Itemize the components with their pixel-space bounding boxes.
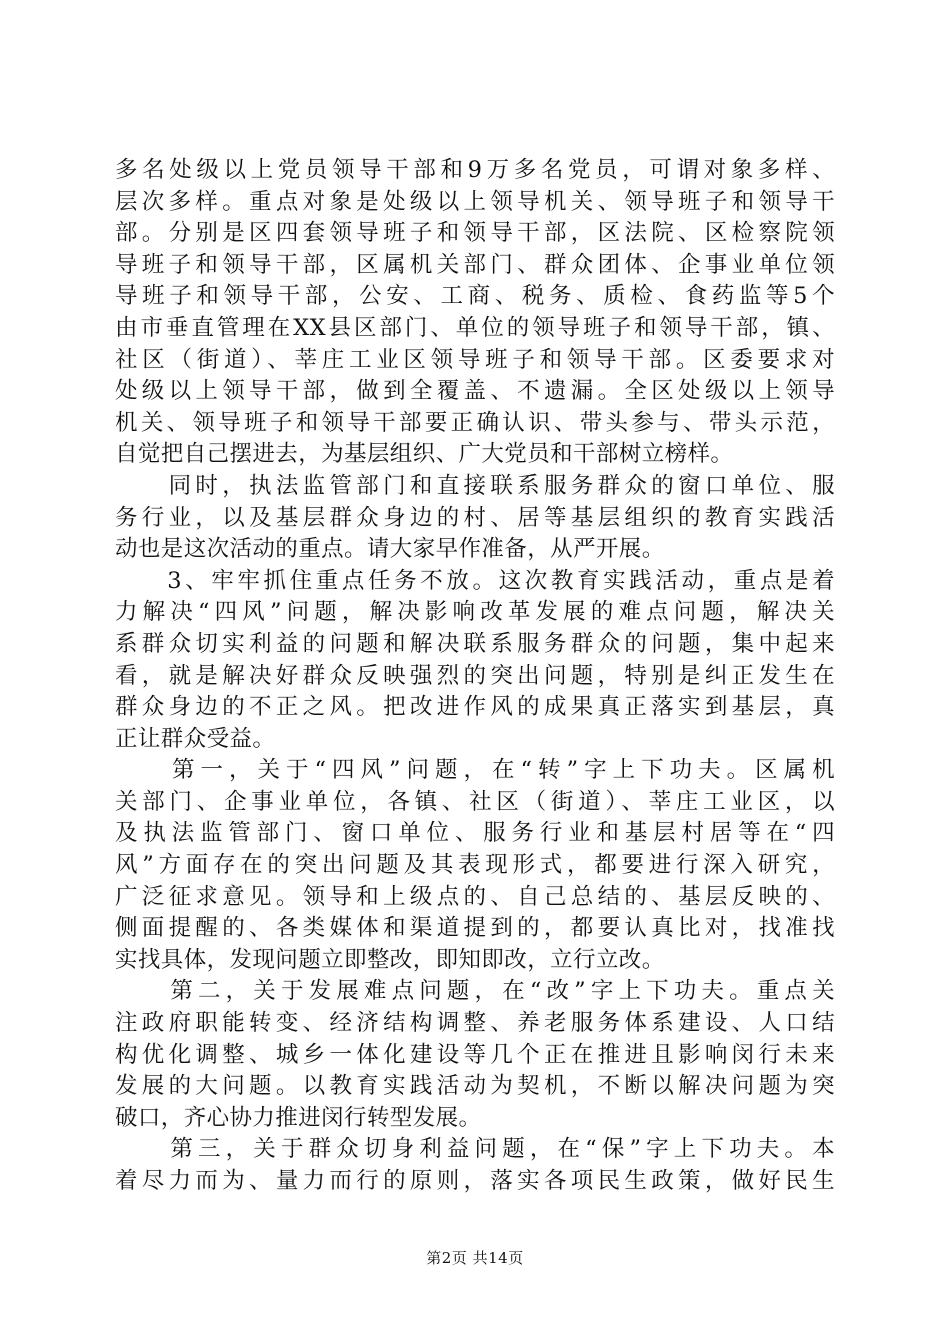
text-line: 关部门、企事业单位，各镇、社区（街道）、莘庄工业区，以 [115,788,835,815]
text-line: 第一，关于“四风”问题，在“转”字上下功夫。区属机 [115,757,835,784]
text-line: 自觉把自己摆进去，为基层组织、广大党员和干部树立榜样。 [115,441,734,468]
body-text [115,155,835,1198]
text-line: 风”方面存在的突出问题及其表现形式，都要进行深入研究， [115,852,835,879]
text-line: 发展的大问题。以教育实践活动为契机，不断以解决问题为突 [115,1073,835,1100]
text-line: 力解决“四风”问题，解决影响改革发展的难点问题，解决关 [115,599,835,626]
text-line: 破口，齐心协力推进闵行转型发展。 [115,1104,482,1131]
text-line: 导班子和领导干部，公安、工商、税务、质检、食药监等5个 [115,283,835,310]
text-line: 侧面提醒的、各类媒体和渠道提到的，都要认真比对，找准找 [115,915,835,942]
text-line: 着尽力而为、量力而行的原则，落实各项民生政策，做好民生 [115,1168,835,1194]
text-line: 同时，执法监管部门和直接联系服务群众的窗口单位、服 [115,472,835,499]
text-line: 3、牢牢抓住重点任务不放。这次教育实践活动，重点是着 [115,567,835,594]
text-line: 正让群众受益。 [115,725,276,752]
text-line: 层次多样。重点对象是处级以上领导机关、领导班子和领导干 [115,188,835,215]
text-line: 广泛征求意见。领导和上级点的、自己总结的、基层反映的、 [115,883,835,910]
text-line: 注政府职能转变、经济结构调整、养老服务体系建设、人口结 [115,1010,835,1037]
page-footer: 第2页 共14页 [426,1249,524,1267]
text-line: 实找具体，发现问题立即整改，即知即改，立行立改。 [115,946,665,973]
text-line: 群众身边的不正之风。把改进作风的成果真正落实到基层，真 [115,694,835,721]
text-line: 机关、领导班子和领导干部要正确认识、带头参与、带头示范， [115,409,835,436]
text-line: 社区（街道）、莘庄工业区领导班子和领导干部。区委要求对 [115,346,835,373]
text-line: 看，就是解决好群众反映强烈的突出问题，特别是纠正发生在 [115,662,835,689]
text-line: 第二，关于发展难点问题，在“改”字上下功夫。重点关 [115,978,835,1005]
text-line: 由市垂直管理在XX县区部门、单位的领导班子和领导干部，镇、 [115,314,835,341]
text-line: 务行业，以及基层群众身边的村、居等基层组织的教育实践活 [115,504,835,531]
text-line: 多名处级以上党员领导干部和9万多名党员，可谓对象多样、 [115,157,835,183]
text-line: 处级以上领导干部，做到全覆盖、不遗漏。全区处级以上领导 [115,378,835,405]
text-line: 导班子和领导干部，区属机关部门、群众团体、企事业单位领 [115,251,835,278]
text-line: 第三，关于群众切身利益问题，在“保”字上下功夫。本 [115,1136,835,1163]
text-line: 构优化调整、城乡一体化建设等几个正在推进且影响闵行未来 [115,1041,835,1068]
text-line: 动也是这次活动的重点。请大家早作准备，从严开展。 [115,536,665,563]
text-line: 系群众切实利益的问题和解决联系服务群众的问题，集中起来 [115,630,835,657]
text-line: 部。分别是区四套领导班子和领导干部，区法院、区检察院领 [115,220,835,247]
text-line: 及执法监管部门、窗口单位、服务行业和基层村居等在“四 [115,820,835,847]
